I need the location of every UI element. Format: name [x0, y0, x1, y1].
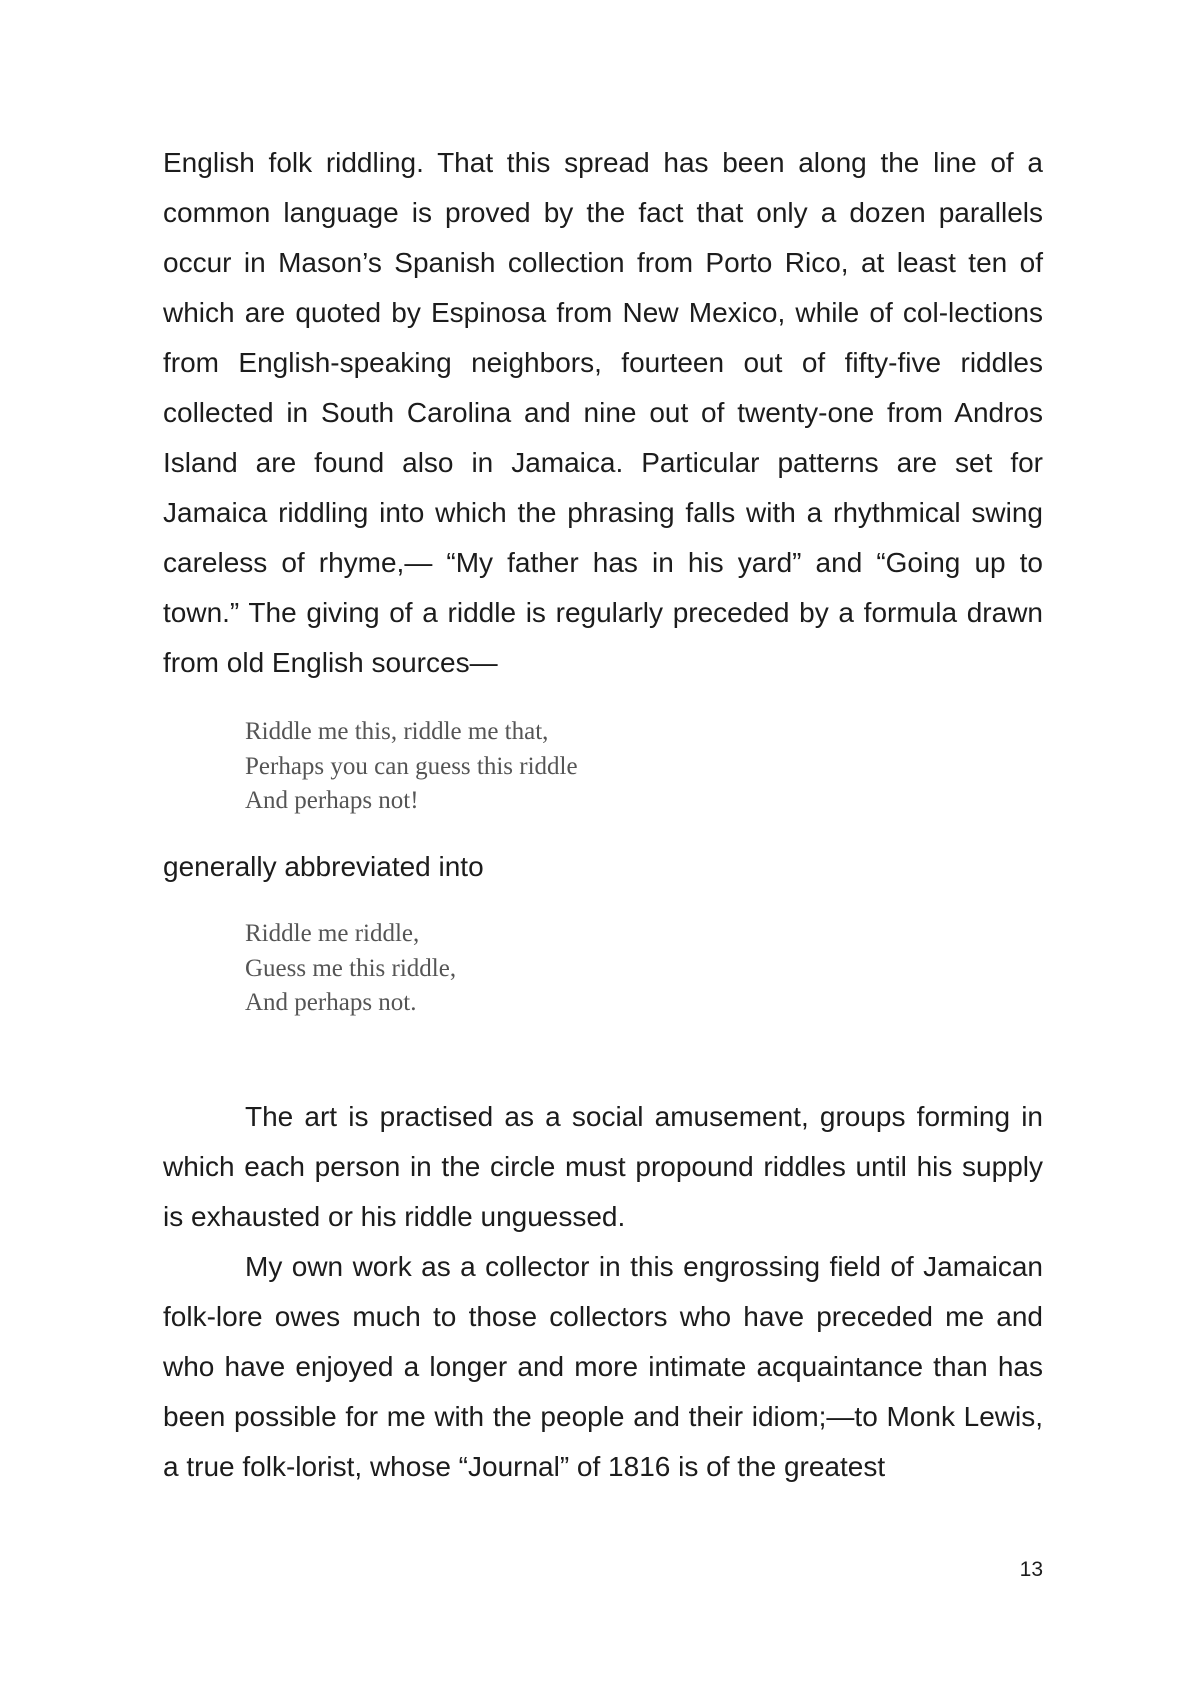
paragraph-text: English folk riddling. That this spread has been along the line of a common language is proved by the fact that only a dozen parallels occur in Mason’s Spanish collection from Porto Rico, at least ten of which are quoted by Espinosa from New Mexico, while of col-lections from English-speaking neighbors, fourteen out of fifty-five riddles collected in South Carolina and nine out of twenty-one from Andros Island are found also in Jamaica. Particular patterns are set for Jamaica riddling into which the phrasing falls with a rhythmical swing careless of rhyme,— “My father has in his yard” and “Going up to town.” The giving of a riddle is regularly preceded by a formula drawn from old English sources— [163, 147, 1043, 678]
paragraph-collector-work: My own work as a collector in this engrossing field of Jamaican folk-lore owes much to those collectors who have preceded me and who have enjoyed a longer and more intimate acquaintance than has been possible for me with the people and their idiom;—to Monk Lewis, a true folk-lorist, whose “Journal” of 1816 is of the greatest [163, 1251, 1043, 1482]
abbreviated-formula-verse [245, 917, 945, 1021]
page-number: 13 [1019, 1558, 1043, 1581]
connector-line [163, 842, 1043, 892]
riddle-formula-verse [245, 715, 945, 819]
verse-line: And perhaps not. [245, 989, 417, 1016]
paragraph-social-amusement: The art is practised as a social amusement, groups forming in which each person in the circle must propound riddles until his supply is exhausted or his riddle unguessed. [163, 1101, 1043, 1232]
verse-line: Perhaps you can guess this riddle [245, 752, 578, 780]
body-paragraph-continued [163, 138, 1043, 688]
verse-line: Riddle me this, riddle me that, [245, 718, 549, 745]
body-paragraphs [163, 1092, 1043, 1492]
verse-line: And perhaps not! [245, 787, 419, 814]
connector-text: generally abbreviated into [163, 851, 484, 882]
verse-line: Riddle me riddle, [245, 920, 420, 947]
verse-line: Guess me this riddle, [245, 954, 457, 982]
